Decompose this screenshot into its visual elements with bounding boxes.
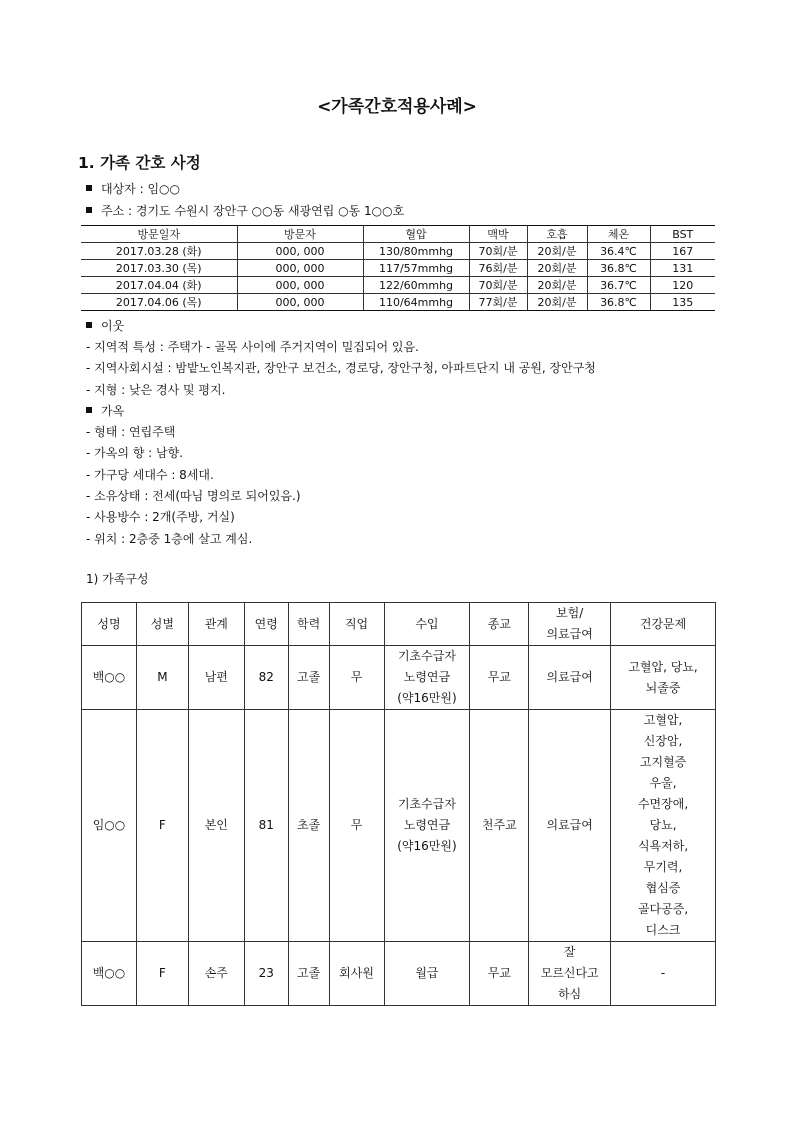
table-cell: 월급 (384, 942, 470, 1006)
table-cell: 135 (650, 294, 715, 311)
family-header-cell: 성별 (136, 603, 188, 646)
house-item: - 형태 : 연립주택 (86, 425, 176, 439)
subsection-heading: 1) 가족구성 (86, 572, 149, 586)
table-cell: - (611, 942, 716, 1006)
house-item: - 사용방수 : 2개(주방, 거실) (86, 510, 235, 524)
table-row (81, 277, 715, 294)
bullet-square-icon (86, 322, 92, 328)
table-row (82, 942, 716, 1006)
table-cell: 회사원 (329, 942, 384, 1006)
table-cell: 의료급여 (529, 710, 611, 942)
table-cell: 23 (244, 942, 288, 1006)
table-cell: 2017.04.04 (화) (81, 277, 237, 294)
subject-line (86, 180, 180, 197)
address-text: 주소 : 경기도 수원시 장안구 ○○동 새광연립 ○동 1○○호 (101, 204, 405, 218)
visit-header-resp: 호흡 (527, 226, 587, 243)
table-cell: 36.8℃ (587, 294, 650, 311)
family-header-row (82, 603, 716, 646)
page-title: <가족간호적용사례> (317, 97, 477, 117)
family-header-cell: 학력 (288, 603, 329, 646)
table-row (81, 260, 715, 277)
house-item: - 소유상태 : 전세(따님 명의로 되어있음.) (86, 489, 301, 503)
table-cell: 000, 000 (237, 243, 363, 260)
table-cell: 36.4℃ (587, 243, 650, 260)
table-cell: 백○○ (82, 646, 137, 710)
table-cell: 기초수급자 노령연금 (약16만원) (384, 646, 470, 710)
table-cell: 기초수급자 노령연금 (약16만원) (384, 710, 470, 942)
family-header-cell: 연령 (244, 603, 288, 646)
house-heading (86, 402, 124, 419)
house-label: 가옥 (101, 404, 125, 418)
table-cell: 130/80mmhg (363, 243, 469, 260)
table-cell: 본인 (188, 710, 244, 942)
table-row (82, 646, 716, 710)
visit-header-row (81, 226, 715, 243)
neighbors-item: - 지역사회시설 : 밤밭노인복지관, 장안구 보건소, 경로당, 장안구청, 아파트단지 내 공원, 장안구청 (86, 361, 596, 375)
table-cell: 무교 (470, 646, 529, 710)
table-cell: 손주 (188, 942, 244, 1006)
table-cell: 고졸 (288, 646, 329, 710)
table-cell: M (136, 646, 188, 710)
neighbors-label: 이웃 (101, 319, 125, 333)
table-cell: 초졸 (288, 710, 329, 942)
visit-header-bp: 혈압 (363, 226, 469, 243)
table-cell: 고혈압, 당뇨, 뇌졸중 (611, 646, 716, 710)
bullet-square-icon (86, 185, 92, 191)
bullet-square-icon (86, 407, 92, 413)
neighbors-item: - 지역적 특성 : 주택가 - 골목 사이에 주거지역이 밀집되어 있음. (86, 340, 419, 354)
house-item: - 위치 : 2층중 1층에 살고 계심. (86, 532, 253, 546)
table-cell: 000, 000 (237, 260, 363, 277)
table-cell: 20회/분 (527, 243, 587, 260)
table-cell: 117/57mmhg (363, 260, 469, 277)
family-header-cell: 종교 (470, 603, 529, 646)
table-cell: 2017.03.30 (목) (81, 260, 237, 277)
table-cell: 000, 000 (237, 277, 363, 294)
table-cell: 무 (329, 710, 384, 942)
table-cell: 20회/분 (527, 260, 587, 277)
table-cell: 2017.03.28 (화) (81, 243, 237, 260)
neighbors-item: - 지형 : 낮은 경사 및 평지. (86, 383, 226, 397)
family-header-cell: 성명 (82, 603, 137, 646)
visit-table (81, 225, 715, 311)
family-header-cell: 직업 (329, 603, 384, 646)
table-cell: 120 (650, 277, 715, 294)
table-cell: 백○○ (82, 942, 137, 1006)
table-row (81, 243, 715, 260)
table-cell: 76회/분 (469, 260, 527, 277)
table-cell: F (136, 710, 188, 942)
table-row (82, 710, 716, 942)
table-cell: 70회/분 (469, 243, 527, 260)
table-cell: 77회/분 (469, 294, 527, 311)
table-cell: 잘 모르신다고 하심 (529, 942, 611, 1006)
family-table (81, 602, 716, 1006)
table-cell: 36.8℃ (587, 260, 650, 277)
house-item: - 가옥의 향 : 남향. (86, 446, 183, 460)
table-cell: 임○○ (82, 710, 137, 942)
table-cell: 131 (650, 260, 715, 277)
table-cell: 남편 (188, 646, 244, 710)
neighbors-heading (86, 317, 124, 334)
visit-header-temp: 체온 (587, 226, 650, 243)
table-cell: 20회/분 (527, 294, 587, 311)
family-header-cell: 관계 (188, 603, 244, 646)
visit-header-visitor: 방문자 (237, 226, 363, 243)
table-cell: F (136, 942, 188, 1006)
visit-header-pulse: 맥박 (469, 226, 527, 243)
table-row (81, 294, 715, 311)
table-cell: 고졸 (288, 942, 329, 1006)
subject-text: 대상자 : 임○○ (101, 182, 180, 196)
table-cell: 무교 (470, 942, 529, 1006)
section-heading: 1. 가족 간호 사정 (78, 154, 201, 172)
visit-header-bst: BST (650, 226, 715, 243)
house-item: - 가구당 세대수 : 8세대. (86, 468, 214, 482)
table-cell: 2017.04.06 (목) (81, 294, 237, 311)
family-header-cell: 수입 (384, 603, 470, 646)
bullet-square-icon (86, 207, 92, 213)
table-cell: 82 (244, 646, 288, 710)
family-header-cell: 보험/ 의료급여 (529, 603, 611, 646)
table-cell: 의료급여 (529, 646, 611, 710)
table-cell: 167 (650, 243, 715, 260)
table-cell: 20회/분 (527, 277, 587, 294)
table-cell: 36.7℃ (587, 277, 650, 294)
table-cell: 70회/분 (469, 277, 527, 294)
visit-header-date: 방문일자 (81, 226, 237, 243)
table-cell: 81 (244, 710, 288, 942)
table-cell: 천주교 (470, 710, 529, 942)
table-cell: 무 (329, 646, 384, 710)
table-cell: 000, 000 (237, 294, 363, 311)
table-cell: 고혈압, 신장암, 고지혈증 우울, 수면장애, 당뇨, 식욕저하, 무기력, 협심증 골다공증, 디스크 (611, 710, 716, 942)
family-header-cell: 건강문제 (611, 603, 716, 646)
address-line (86, 202, 404, 219)
table-cell: 110/64mmhg (363, 294, 469, 311)
table-cell: 122/60mmhg (363, 277, 469, 294)
